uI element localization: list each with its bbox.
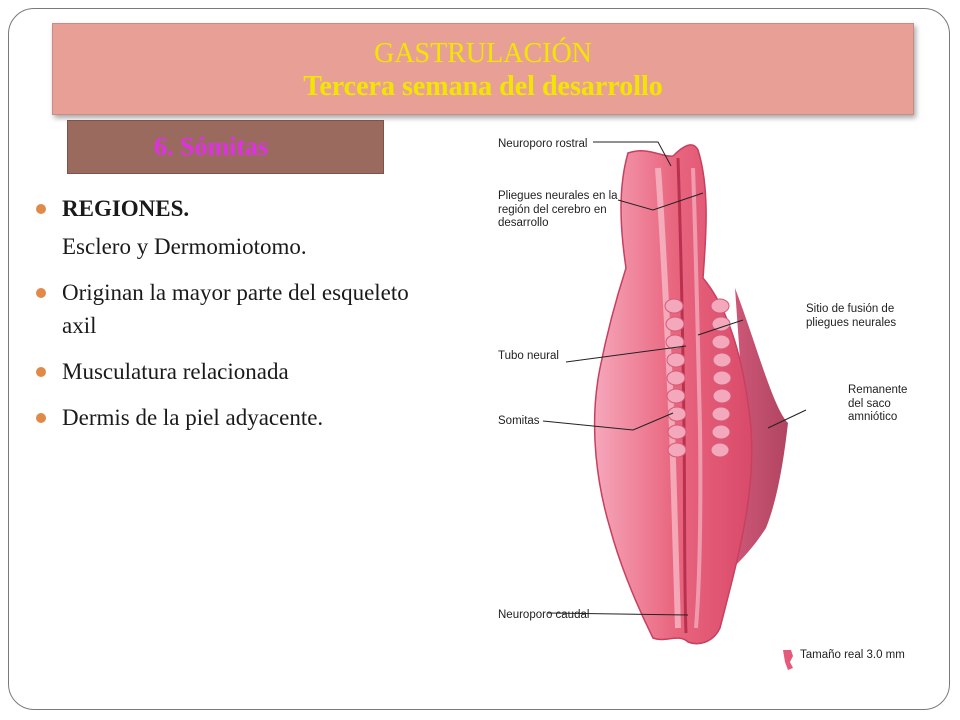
label-pliegues-neurales: Pliegues neurales en la región del cerebro en desarrollo <box>498 190 618 229</box>
label-neuroporo-rostral: Neuroporo rostral <box>498 138 588 150</box>
embryo-figure <box>488 128 928 673</box>
bullet-item <box>34 401 414 434</box>
bullet-text: Esclero y Dermomiotomo. <box>62 234 307 259</box>
label-sitio-fusion: Sitio de fusión de pliegues neurales <box>806 303 897 329</box>
section-subtitle: 6. Sómitas <box>67 120 384 174</box>
bullet-text: REGIONES. <box>62 196 190 221</box>
bullet-item <box>34 192 414 225</box>
bullet-item <box>34 230 414 263</box>
bullet-item <box>34 276 414 342</box>
label-remanente: Remanente del saco amniótico <box>848 384 908 423</box>
bullet-text: Dermis de la piel adyacente. <box>62 405 324 430</box>
title-line-2: Tercera semana del desarrollo <box>303 71 663 102</box>
label-somitas: Somitas <box>498 415 540 427</box>
bullet-item <box>34 355 414 388</box>
bullet-dot-icon <box>36 367 46 377</box>
bullet-text: Originan la mayor parte del esqueleto axil <box>62 280 409 338</box>
bullet-list <box>34 192 414 447</box>
bullet-text: Musculatura relacionada <box>62 359 289 384</box>
title-banner <box>52 23 914 115</box>
title-line-1: GASTRULACIÓN <box>374 38 592 69</box>
bullet-dot-icon <box>36 204 46 214</box>
bullet-dot-icon <box>36 288 46 298</box>
bullet-dot-icon <box>36 413 46 423</box>
label-tamano-real: Tamaño real 3.0 mm <box>800 649 905 661</box>
label-neuroporo-caudal: Neuroporo caudal <box>498 609 590 621</box>
label-tubo-neural: Tubo neural <box>498 350 559 362</box>
